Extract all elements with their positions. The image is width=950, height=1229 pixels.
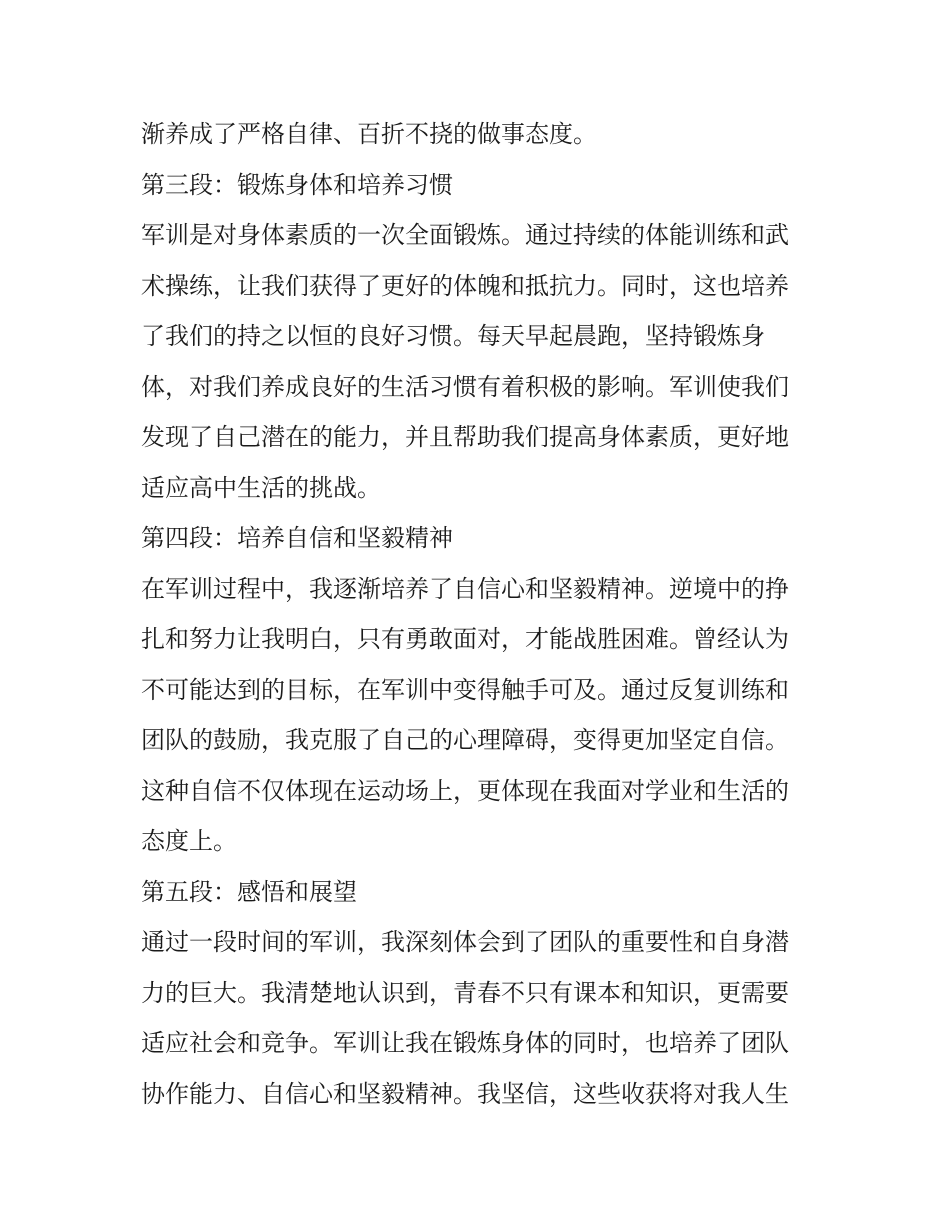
text-line: 术操练，让我们获得了更好的体魄和抵抗力。同时，这也培养 [141,271,789,300]
text-line: 适应高中生活的挑战。 [141,473,381,502]
text-line: 协作能力、自信心和坚毅精神。我坚信，这些收获将对我人生 [141,1079,789,1108]
text-line: 适应社会和竞争。军训让我在锻炼身体的同时，也培养了团队 [141,1029,789,1057]
section-heading: 第三段：锻炼身体和培养习惯 [141,170,453,199]
text-line: 发现了自己潜在的能力，并且帮助我们提高身体素质，更好地 [141,423,789,451]
text-line: 体，对我们养成良好的生活习惯有着积极的影响。军训使我们 [141,372,789,401]
document-body [141,109,813,1119]
text-line: 军训是对身体素质的一次全面锻炼。通过持续的体能训练和武 [141,221,789,249]
text-line: 渐养成了严格自律、百折不挠的做事态度。 [141,120,597,148]
text-line: 了我们的持之以恒的良好习惯。每天早起晨跑，坚持锻炼身 [141,322,765,350]
section-heading: 第四段：培养自信和坚毅精神 [141,524,453,552]
text-line: 态度上。 [141,827,237,855]
text-line: 在军训过程中，我逐渐培养了自信心和坚毅精神。逆境中的挣 [141,574,789,603]
text-line: 通过一段时间的军训，我深刻体会到了团队的重要性和自身潜 [141,928,789,956]
text-line: 不可能达到的目标，在军训中变得触手可及。通过反复训练和 [141,675,789,704]
text-line: 团队的鼓励，我克服了自己的心理障碍，变得更加坚定自信。 [141,726,789,754]
text-line: 扎和努力让我明白，只有勇敢面对，才能战胜困难。曾经认为 [141,625,789,653]
text-line: 这种自信不仅体现在运动场上，更体现在我面对学业和生活的 [141,776,789,805]
section-heading: 第五段：感悟和展望 [141,877,357,906]
text-line: 力的巨大。我清楚地认识到，青春不只有课本和知识，更需要 [141,978,789,1007]
